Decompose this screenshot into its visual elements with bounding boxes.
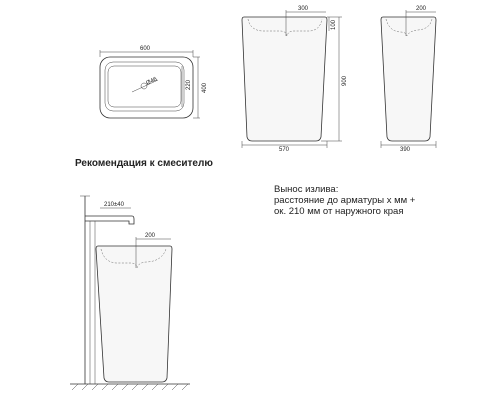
side-view <box>381 6 436 153</box>
depth-label: 400 <box>202 82 208 93</box>
front-view <box>242 6 348 153</box>
floor-hatching <box>72 384 188 390</box>
mixer-recommendation-heading: Рекомендация к смесителю <box>75 158 213 169</box>
front-height-label: 900 <box>342 75 348 86</box>
inner-label: 220 <box>186 79 192 90</box>
basin-profile-outline <box>96 246 172 382</box>
side-body-outline <box>381 17 436 141</box>
mixer-section <box>70 196 190 390</box>
front-rim-label: 100 <box>331 19 337 30</box>
spout-label: 210±40 <box>104 202 124 208</box>
top-view <box>100 46 208 118</box>
note-line-1: Вынос излива: <box>274 184 339 195</box>
width-label: 600 <box>140 46 151 52</box>
drain-label: Ø46 <box>145 76 159 87</box>
spout-reach-note <box>274 184 415 217</box>
front-body-outline <box>242 17 327 141</box>
basin-label: 200 <box>145 233 156 239</box>
side-base-label: 390 <box>400 147 411 153</box>
spout-outline <box>85 216 134 224</box>
note-line-3: ок. 210 мм от наружного края <box>274 206 404 217</box>
side-top-label: 200 <box>416 6 427 12</box>
front-base-label: 570 <box>279 147 290 153</box>
note-line-2: расстояние до арматуры x мм + <box>274 195 416 206</box>
front-top-label: 300 <box>298 6 309 12</box>
